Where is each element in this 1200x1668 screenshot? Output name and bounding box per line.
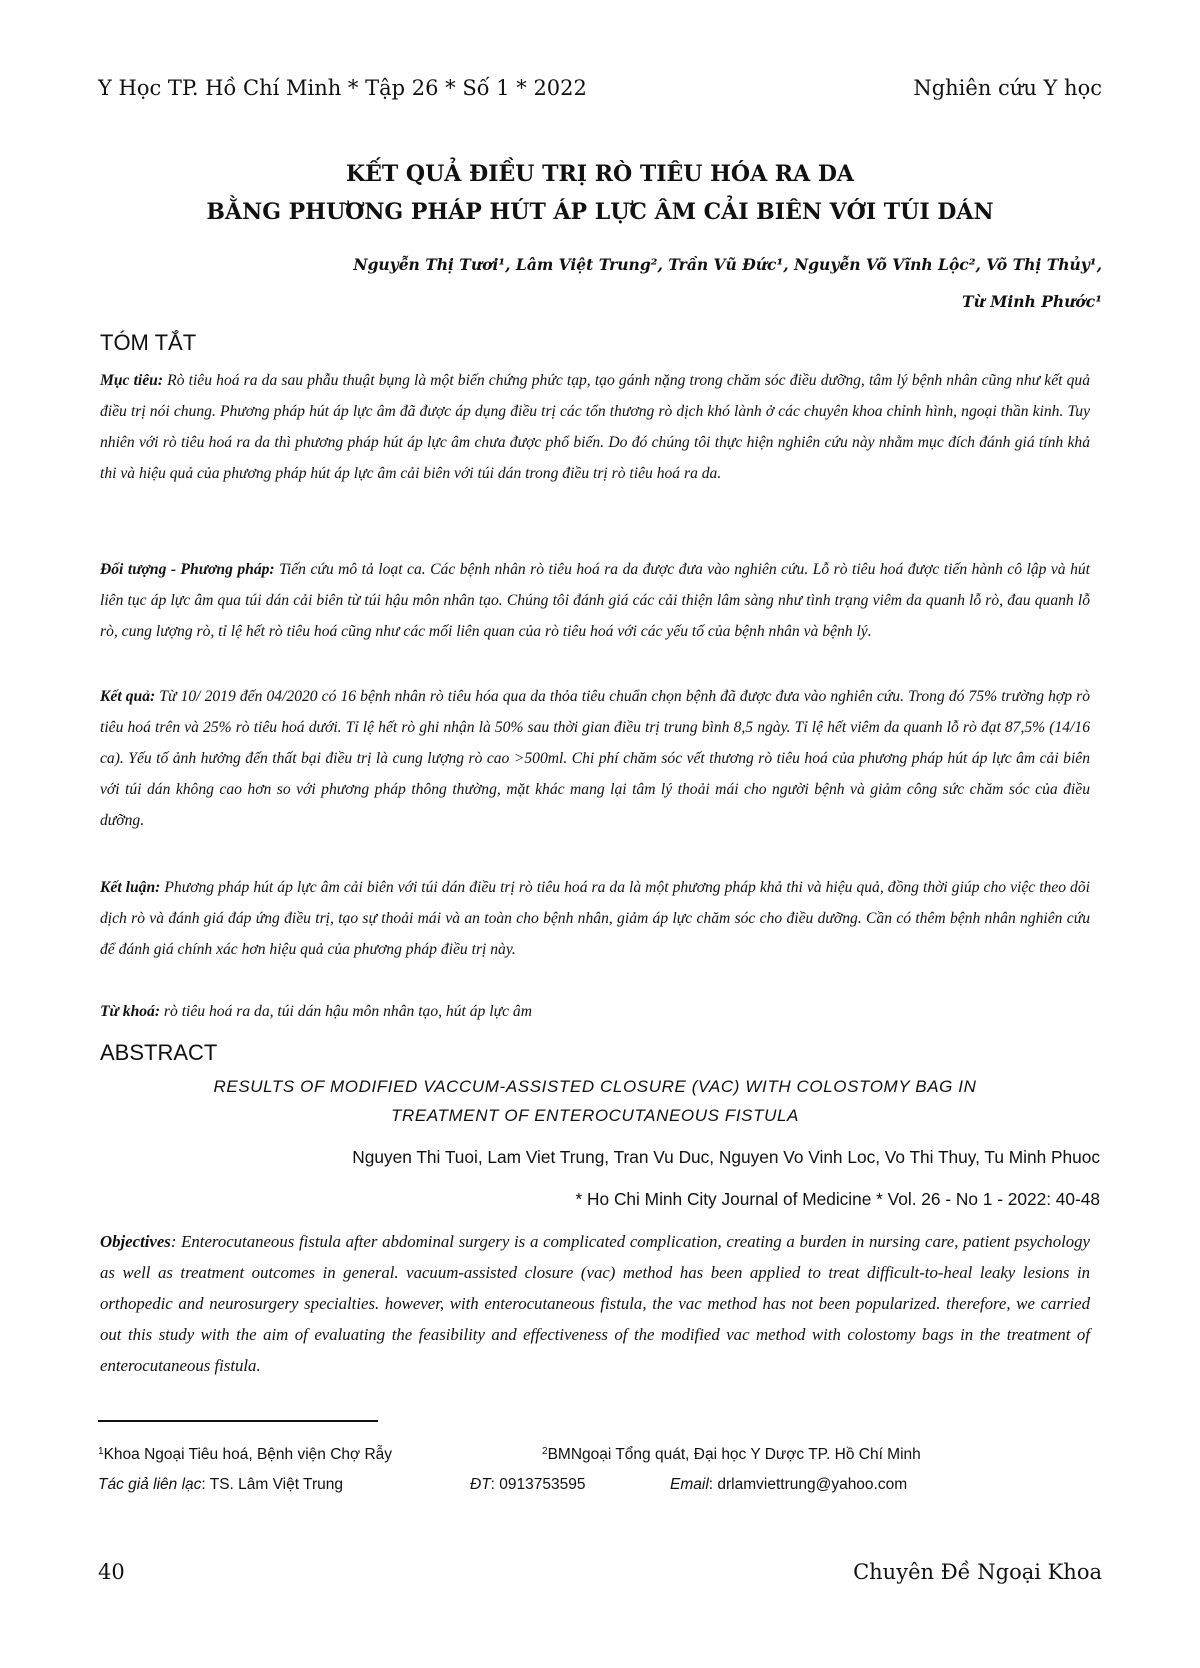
english-title-line-1: RESULTS OF MODIFIED VACCUM-ASSISTED CLOSURE (VAC) WITH COLOSTOMY BAG IN xyxy=(213,1077,977,1096)
results-text: Từ 10/ 2019 đến 04/2020 có 16 bệnh nhân rò tiêu hóa qua da thỏa tiêu chuẩn chọn bệnh đã được đưa vào nghiên cứu. Trong đó 75% trường hợp rò tiêu hoá trên và 25% rò tiêu hoá dưới. Tỉ lệ hết rò ghi nhận là 50% sau thời gian điều trị trung bình 8,5 ngày. Tỉ lệ hết viêm da quanh lỗ rò đạt 87,5% (14/16 ca). Yếu tố ảnh hưởng đến thất bại điều trị là cung lượng rò cao >500ml. Chi phí chăm sóc vết thương rò tiêu hoá của phương pháp hút áp lực âm cải biên với túi dán không cao hơn so với phương pháp thông thường, mặt khác mang lại tâm lý thoải mái cho người bệnh và giảm công sức chăm sóc của điều dưỡng. xyxy=(100,688,1091,829)
running-footer-section: Chuyên Đề Ngoại Khoa xyxy=(853,1560,1102,1584)
author-list xyxy=(102,246,1102,320)
journal-citation: * Ho Chi Minh City Journal of Medicine * Vol. 26 - No 1 - 2022: 40-48 xyxy=(575,1189,1100,1209)
corresponding-author-value: : TS. Lâm Việt Trung xyxy=(201,1476,343,1493)
article-title-line-1: KẾT QUẢ ĐIỀU TRỊ RÒ TIÊU HÓA RA DA xyxy=(346,161,854,187)
keywords-text: rò tiêu hoá ra da, túi dán hậu môn nhân tạo, hút áp lực âm xyxy=(160,1003,532,1020)
objectives-text: : Enterocutaneous fistula after abdominal surgery is a complicated complication, creating a burden in nursing care, patient psychology as well as treatment outcomes in general. vacuum-assisted closure (vac) method has been applied to treat difficult-to-heal leaky lesions in orthopedic and neurosurgery specialties. however, with enterocutaneous fistula, the vac method has not been popularized. therefore, we carried out this study with the aim of evaluating the feasibility and effectiveness of the modified vac method with colostomy bags in the treatment of enterocutaneous fistula. xyxy=(100,1232,1090,1375)
conclusion-text: Phương pháp hút áp lực âm cải biên với túi dán điều trị rò tiêu hoá ra da là một phương pháp khả thi và hiệu quả, đồng thời giúp cho việc theo dõi dịch rò và đánh giá đáp ứng điều trị, tạo sự thoải mái và an toàn cho bệnh nhân, giảm áp lực chăm sóc cho điều dưỡng. Cần có thêm bệnh nhân nghiên cứu để đánh giá chính xác hơn hiệu quả của phương pháp điều trị này. xyxy=(100,879,1090,958)
abstract-vn-conclusion xyxy=(100,872,1090,965)
article-title xyxy=(80,155,1120,231)
english-author-list: Nguyen Thi Tuoi, Lam Viet Trung, Tran Vu Duc, Nguyen Vo Vinh Loc, Vo Thi Thuy, Tu Minh Phuoc xyxy=(352,1147,1100,1167)
contact-phone xyxy=(470,1476,586,1494)
running-header-section: Nghiên cứu Y học xyxy=(913,76,1102,100)
objective-text: Rò tiêu hoá ra da sau phẫu thuật bụng là một biến chứng phức tạp, tạo gánh nặng trong chăm sóc điều dưỡng, tâm lý bệnh nhân cũng như kết quả điều trị nói chung. Phương pháp hút áp lực âm đã được áp dụng điều trị các tổn thương rò dịch khó lành ở các chuyên khoa chỉnh hình, ngoại thần kinh. Tuy nhiên với rò tiêu hoá ra da thì phương pháp hút áp lực âm chưa được phổ biến. Do đó chúng tôi thực hiện nghiên cứu này nhằm mục đích đánh giá tính khả thi và hiệu quả của phương pháp hút áp lực âm cải biên với túi dán trong điều trị rò tiêu hoá ra da. xyxy=(100,372,1090,482)
abstract-vn-methods xyxy=(100,554,1090,647)
contact-phone-value: : 0913753595 xyxy=(490,1476,586,1493)
author-list-line-2: Từ Minh Phước¹ xyxy=(962,292,1102,311)
abstract-vn-objective xyxy=(100,365,1090,489)
contact-phone-label: ĐT xyxy=(470,1476,491,1493)
contact-email-value: : drlamviettrung@yahoo.com xyxy=(708,1476,908,1493)
methods-text: Tiến cứu mô tả loạt ca. Các bệnh nhân rò tiêu hoá ra da được đưa vào nghiên cứu. Lỗ rò tiêu hoá được tiến hành cô lập và hút liên tục áp lực âm qua túi dán cải biên từ túi hậu môn nhân tạo. Chúng tôi đánh giá các cải thiện lâm sàng như tình trạng viêm da quanh lỗ rò, đau quanh lỗ rò, cung lượng rò, tỉ lệ hết rò tiêu hoá cũng như các mối liên quan của rò tiêu hoá với các yếu tố của bệnh nhân và bệnh lý. xyxy=(100,561,1090,640)
affiliation-1 xyxy=(98,1446,392,1464)
corresponding-author-label: Tác giả liên lạc xyxy=(98,1476,202,1493)
article-title-line-2: BẰNG PHƯƠNG PHÁP HÚT ÁP LỰC ÂM CẢI BIÊN VỚI TÚI DÁN xyxy=(206,199,994,225)
contact-email-label: Email xyxy=(670,1476,709,1493)
affiliation-1-marker: 1 xyxy=(98,1446,104,1457)
abstract-vn-keywords xyxy=(100,996,1090,1027)
abstract-en-heading: ABSTRACT xyxy=(100,1040,218,1065)
abstract-vn-heading: TÓM TẮT xyxy=(100,330,197,355)
abstract-vn-results xyxy=(100,681,1090,836)
english-title-line-2: TREATMENT OF ENTEROCUTANEOUS FISTULA xyxy=(391,1106,799,1125)
corresponding-author xyxy=(98,1476,343,1494)
affiliation-1-text: Khoa Ngoại Tiêu hoá, Bệnh viện Chợ Rẫy xyxy=(103,1446,393,1463)
affiliation-2-text: BMNgoại Tổng quát, Đại học Y Dược TP. Hồ Chí Minh xyxy=(547,1446,921,1463)
running-header-journal: Y Học TP. Hồ Chí Minh * Tập 26 * Số 1 * 2022 xyxy=(98,76,587,100)
results-label: Kết quả: xyxy=(100,688,156,705)
conclusion-label: Kết luận: xyxy=(100,879,161,896)
abstract-en-objectives xyxy=(100,1226,1090,1381)
affiliation-2 xyxy=(542,1446,921,1464)
english-title xyxy=(100,1072,1090,1130)
methods-label: Đối tượng - Phương pháp: xyxy=(100,561,275,578)
objectives-label: Objectives xyxy=(100,1232,171,1251)
affiliation-2-marker: 2 xyxy=(542,1446,548,1457)
author-list-line-1: Nguyễn Thị Tươi¹, Lâm Việt Trung², Trần Vũ Đức¹, Nguyễn Võ Vĩnh Lộc², Võ Thị Thủy¹, xyxy=(353,255,1102,274)
objective-label: Mục tiêu: xyxy=(100,372,164,389)
contact-email xyxy=(670,1476,907,1494)
page-number: 40 xyxy=(98,1560,125,1584)
keywords-label: Từ khoá: xyxy=(100,1003,161,1020)
footnote-divider xyxy=(98,1420,378,1422)
